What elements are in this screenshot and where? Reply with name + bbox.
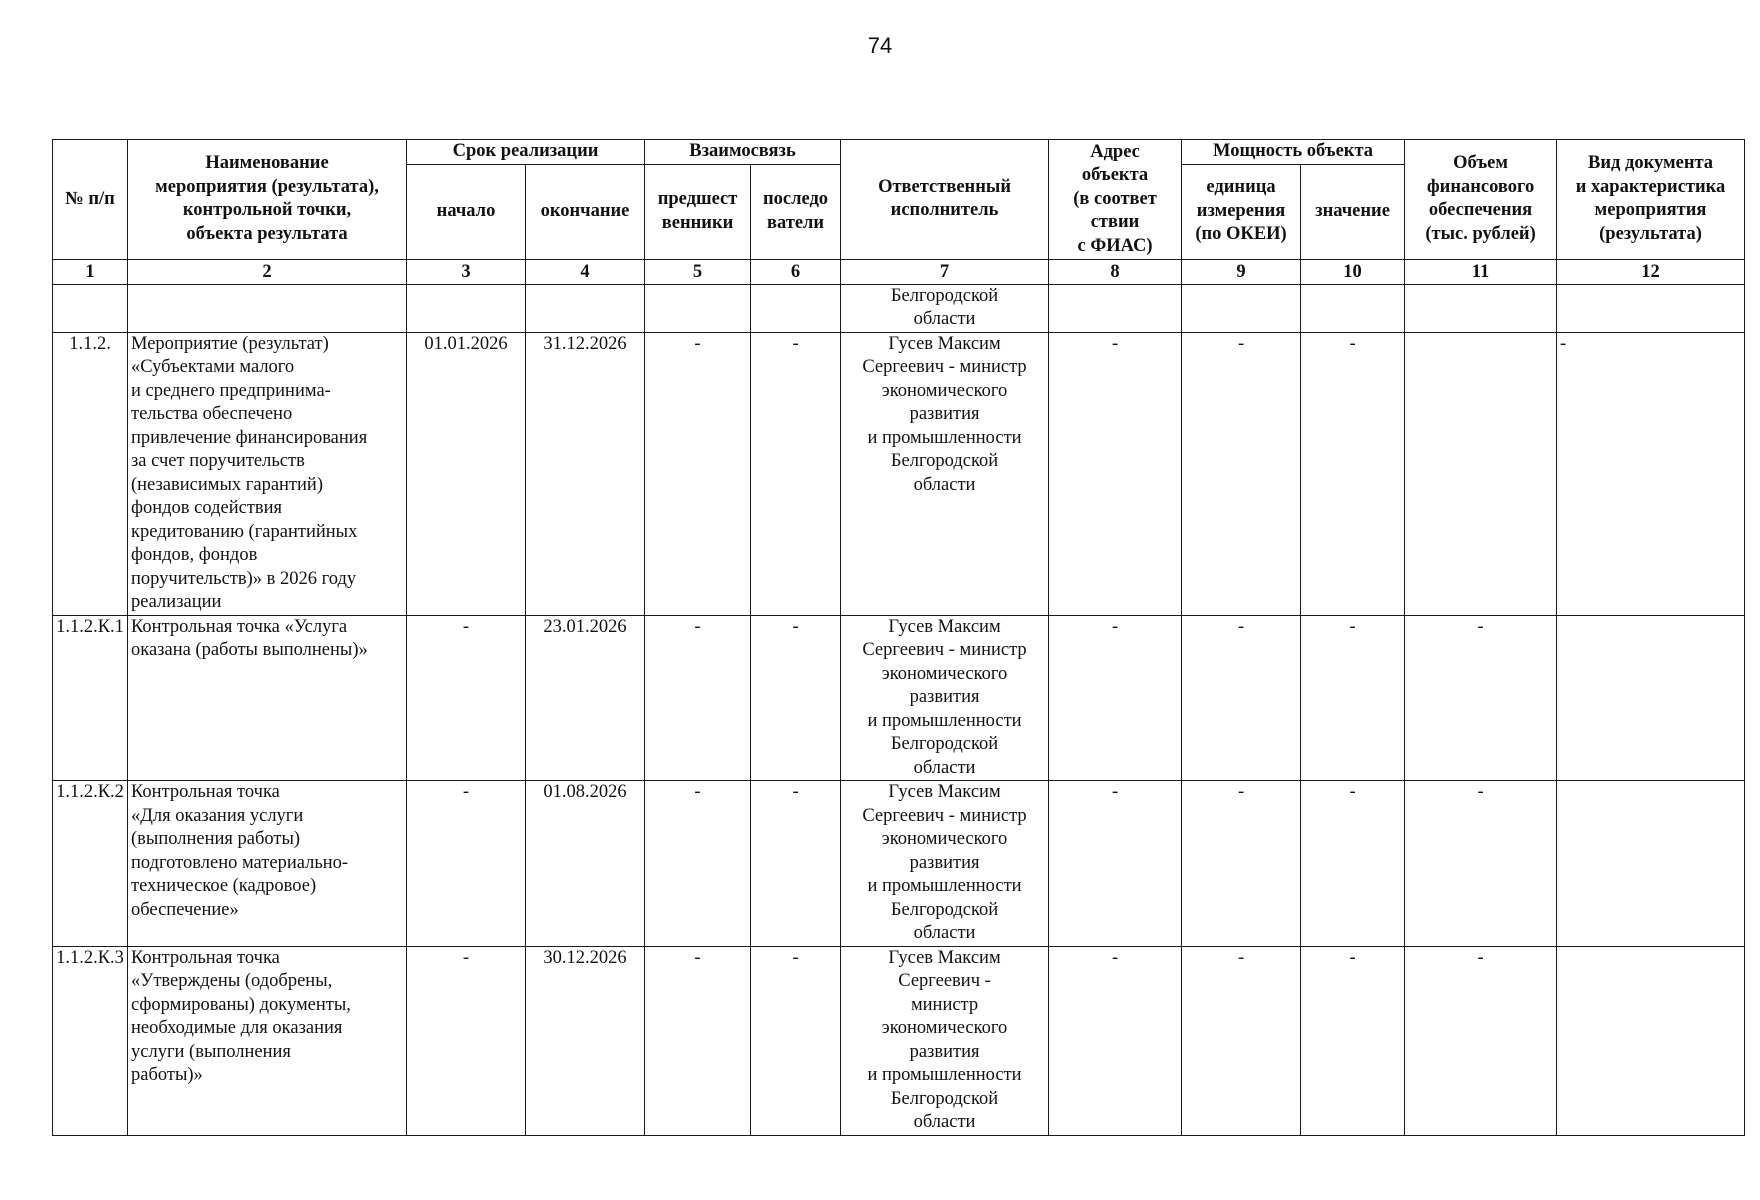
cell-successors: -	[751, 615, 841, 781]
cell-predecessors: -	[645, 615, 751, 781]
header-value: значение	[1301, 164, 1405, 259]
cell-value: -	[1301, 615, 1405, 781]
cell-name: Контрольная точка «Для оказания услуги (выполнения работы) подготовлено материально- техническое (кадровое) обеспечение»	[128, 781, 407, 947]
cell-finance	[1405, 332, 1557, 615]
cell-finance: -	[1405, 946, 1557, 1135]
page-number: 74	[867, 33, 893, 58]
cell-predecessors: -	[645, 332, 751, 615]
header-capacity: Мощность объекта	[1182, 140, 1405, 165]
header-period: Срок реализации	[407, 140, 645, 165]
cell-executor: Гусев Максим Сергеевич - министр экономического развития и промышленности Белгородской области	[841, 781, 1049, 947]
cell-start: -	[407, 946, 526, 1135]
cell-value: -	[1301, 946, 1405, 1135]
cell-address: -	[1049, 332, 1182, 615]
header-executor: Ответственный исполнитель	[841, 140, 1049, 260]
table-row	[53, 946, 1745, 1135]
cell-address	[1049, 284, 1182, 332]
cell-unit: -	[1182, 781, 1301, 947]
cell-start: -	[407, 615, 526, 781]
header-num: № п/п	[53, 140, 128, 260]
column-number: 1	[53, 259, 128, 284]
cell-value: -	[1301, 781, 1405, 947]
header-address: Адрес объекта (в соответ ствии с ФИАС)	[1049, 140, 1182, 260]
cell-num: 1.1.2.К.1	[53, 615, 128, 781]
column-number: 6	[751, 259, 841, 284]
column-number: 9	[1182, 259, 1301, 284]
header-doc-type: Вид документа и характеристика мероприятия (результата)	[1557, 140, 1745, 260]
column-number: 4	[526, 259, 645, 284]
cell-address: -	[1049, 615, 1182, 781]
column-number: 5	[645, 259, 751, 284]
cell-name: Мероприятие (результат) «Субъектами малого и среднего предпринима- тельства обеспечено привлечение финансирования за счет поручительств (независимых гарантий) фондов содействия кредитованию (гарантийных фондов, фондов поручительств)» в 2026 году реализации	[128, 332, 407, 615]
cell-executor: Белгородской области	[841, 284, 1049, 332]
table-row	[53, 781, 1745, 947]
cell-unit	[1182, 284, 1301, 332]
cell-doc-type	[1557, 284, 1745, 332]
column-number: 11	[1405, 259, 1557, 284]
cell-name: Контрольная точка «Услуга оказана (работы выполнены)»	[128, 615, 407, 781]
cell-doc-type	[1557, 615, 1745, 781]
header-name: Наименование мероприятия (результата), контрольной точки, объекта результата	[128, 140, 407, 260]
cell-num: 1.1.2.К.2	[53, 781, 128, 947]
cell-successors: -	[751, 332, 841, 615]
cell-start	[407, 284, 526, 332]
cell-name	[128, 284, 407, 332]
cell-predecessors: -	[645, 946, 751, 1135]
cell-executor: Гусев Максим Сергеевич - министр экономического развития и промышленности Белгородской области	[841, 615, 1049, 781]
cell-predecessors	[645, 284, 751, 332]
cell-unit: -	[1182, 615, 1301, 781]
table-row	[53, 332, 1745, 615]
cell-finance: -	[1405, 781, 1557, 947]
cell-unit: -	[1182, 332, 1301, 615]
table-row	[53, 615, 1745, 781]
cell-name: Контрольная точка «Утверждены (одобрены, сформированы) документы, необходимые для оказания услуги (выполнения работы)»	[128, 946, 407, 1135]
column-number: 12	[1557, 259, 1745, 284]
cell-doc-type	[1557, 781, 1745, 947]
cell-num	[53, 284, 128, 332]
cell-successors	[751, 284, 841, 332]
cell-successors: -	[751, 781, 841, 947]
header-finance: Объем финансового обеспечения (тыс. рублей)	[1405, 140, 1557, 260]
cell-doc-type	[1557, 946, 1745, 1135]
column-number: 7	[841, 259, 1049, 284]
cell-start: -	[407, 781, 526, 947]
cell-end: 23.01.2026	[526, 615, 645, 781]
cell-start: 01.01.2026	[407, 332, 526, 615]
cell-predecessors: -	[645, 781, 751, 947]
column-number: 8	[1049, 259, 1182, 284]
cell-executor: Гусев Максим Сергеевич - министр экономического развития и промышленности Белгородской области	[841, 946, 1049, 1135]
implementation-plan-table	[52, 139, 1745, 1136]
cell-value	[1301, 284, 1405, 332]
cell-address: -	[1049, 946, 1182, 1135]
cell-num: 1.1.2.	[53, 332, 128, 615]
cell-successors: -	[751, 946, 841, 1135]
table-row	[53, 284, 1745, 332]
header-start: начало	[407, 164, 526, 259]
header-unit: единица измерения (по ОКЕИ)	[1182, 164, 1301, 259]
cell-finance	[1405, 284, 1557, 332]
header-predecessors: предшест венники	[645, 164, 751, 259]
cell-doc-type: -	[1557, 332, 1745, 615]
cell-end: 31.12.2026	[526, 332, 645, 615]
cell-num: 1.1.2.К.3	[53, 946, 128, 1135]
cell-end: 01.08.2026	[526, 781, 645, 947]
header-successors: последо ватели	[751, 164, 841, 259]
cell-finance: -	[1405, 615, 1557, 781]
header-relation: Взаимосвязь	[645, 140, 841, 165]
cell-end: 30.12.2026	[526, 946, 645, 1135]
cell-end	[526, 284, 645, 332]
header-end: окончание	[526, 164, 645, 259]
cell-unit: -	[1182, 946, 1301, 1135]
column-number: 2	[128, 259, 407, 284]
column-number: 3	[407, 259, 526, 284]
cell-executor: Гусев Максим Сергеевич - министр экономического развития и промышленности Белгородской области	[841, 332, 1049, 615]
cell-value: -	[1301, 332, 1405, 615]
cell-address: -	[1049, 781, 1182, 947]
column-number: 10	[1301, 259, 1405, 284]
